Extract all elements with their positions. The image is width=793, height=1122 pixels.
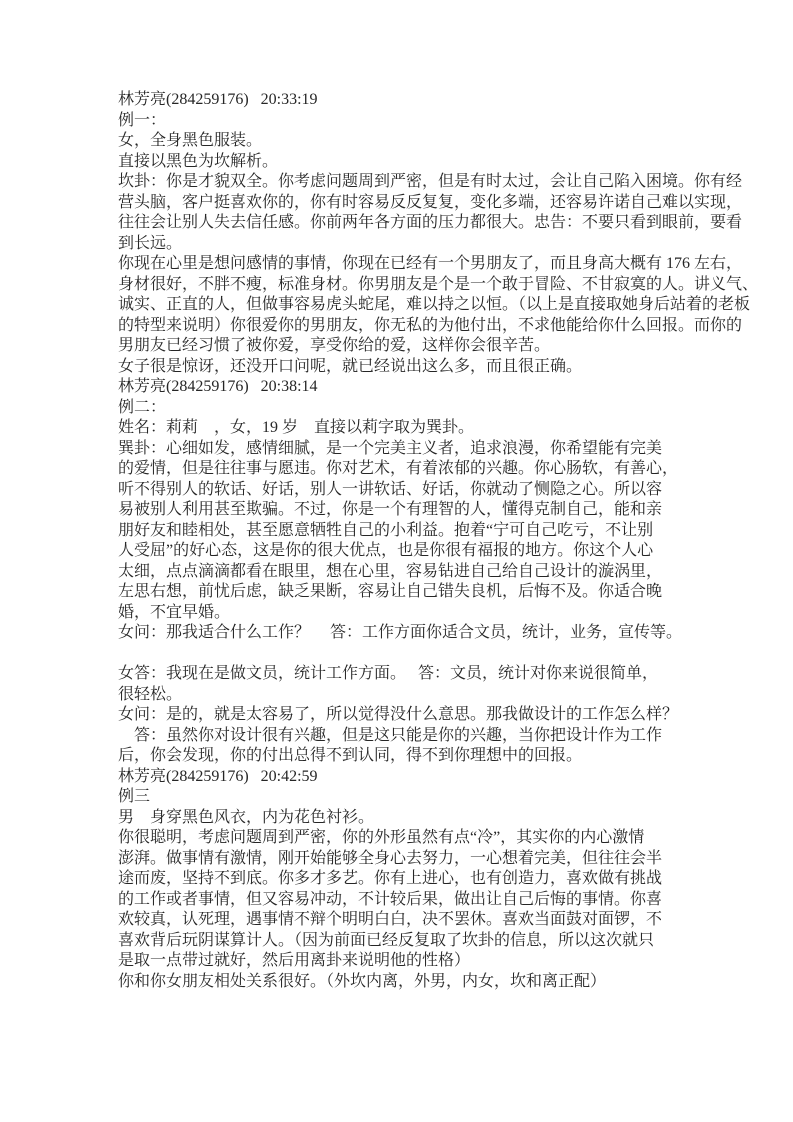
text-line: 女问：是的，就是太容易了，所以觉得没什么意思。那我做设计的工作怎么样？ (118, 706, 679, 723)
text-line: 后，你会发现，你的付出总得不到认同，得不到你理想中的回报。 (118, 747, 583, 764)
text-line: 林芳亮(284259176) 20:33:19 (118, 91, 318, 108)
text-line: 左思右想，前忧后虑，缺乏果断，容易让自己错失良机，后悔不及。你适合晚 (118, 583, 663, 600)
text-line: 欢较真，认死理，遇事情不辩个明明白白，决不罢休。喜欢当面鼓对面锣，不 (118, 911, 663, 928)
text-line: 的特型来说明）你很爱你的男朋友，你无私的为他付出，不求他能给你什么回报。而你的 (118, 316, 743, 334)
text-line: 你和你女朋友相处关系很好。（外坎内离，外男，内女，坎和离正配） (118, 972, 607, 990)
text-line (118, 644, 758, 665)
text-line: 太细，点点滴滴都看在眼里，想在心里，容易钻进自己给自己设计的漩涡里， (118, 562, 663, 580)
text-line: 易被别人利用甚至欺骗。不过，你是一个有理智的人，懂得克制自己，能和亲 (118, 501, 663, 518)
text-line: 林芳亮(284259176) 20:38:14 (118, 378, 318, 395)
text-line: 到长远。 (118, 234, 183, 252)
text-line: 身材很好，不胖不瘦，标准身材。你男朋友是个是一个敢于冒险、不甘寂寞的人。讲义气、 (118, 275, 759, 293)
text-line: 的爱情，但是往往事与愿违。你对艺术，有着浓郁的兴趣。你心肠软，有善心， (118, 460, 679, 477)
text-line: 往往会让别人失去信任感。你前两年各方面的压力都很大。忠告：不要只看到眼前，要看 (118, 214, 743, 231)
document-text-block (118, 90, 758, 992)
text-line: 喜欢背后玩阴谋算计人。（因为前面已经反复取了坎卦的信息，所以这次就只 (118, 931, 655, 949)
text-line: 男 身穿黑色风衣，内为花色衬衫。 (118, 808, 375, 826)
text-line: 女问：那我适合什么工作？ 答：工作方面你适合文员，统计，业务，宣传等。 (118, 624, 683, 641)
text-line: 例一： (118, 111, 167, 129)
text-line: 的工作或者事情，但又容易冲动，不计较后果，做出让自己后悔的事情。你喜 (118, 890, 663, 908)
text-line: 直接以黑色为坎解析。 (118, 152, 279, 170)
text-line: 听不得别人的软话、好话，别人一讲软话、好话，你就动了恻隐之心。所以容 (118, 480, 663, 498)
text-line: 女子很是惊讶，还没开口问呢，就已经说出这么多，而且很正确。 (118, 357, 583, 375)
text-line: 答：虽然你对设计很有兴趣，但是这只能是你的兴趣，当你把设计作为工作 (118, 726, 663, 744)
text-line: 你很聪明，考虑问题周到严密，你的外形虽然有点“冷”，其实你的内心激情 (118, 829, 645, 846)
text-line: 澎湃。做事情有激情，刚开始能够全身心去努力，一心想着完美，但往往会半 (118, 849, 663, 867)
text-line: 女答：我现在是做文员，统计工作方面。 答：文员，统计对你来说很简单， (118, 665, 659, 682)
text-line: 途而废，坚持不到底。你多才多艺。你有上进心，也有创造力，喜欢做有挑战 (118, 870, 663, 887)
text-line: 人受屈”的好心态，这是你的很大优点，也是你很有福报的地方。你这个人心 (118, 542, 654, 559)
text-line: 例三 (118, 788, 151, 805)
text-line: 很轻松。 (118, 685, 183, 703)
text-line: 巽卦：心细如发，感情细腻，是一个完美主义者，追求浪漫，你希望能有完美 (118, 439, 663, 457)
text-line: 婚，不宜早婚。 (118, 603, 231, 621)
text-line: 营头脑，客户挺喜欢你的，你有时容易反反复复，变化多端，还容易许诺自己难以实现， (118, 193, 743, 211)
text-line: 你现在心里是想问感情的事情，你现在已经有一个男朋友了，而且身高大概有 176 左右， (118, 255, 743, 272)
text-line: 是取一点带过就好，然后用离卦来说明他的性格） (118, 952, 471, 969)
text-line: 女，全身黑色服装。 (118, 132, 263, 149)
text-line: 例二： (118, 398, 167, 416)
text-line: 朋好友和睦相处，甚至愿意牺牲自己的小利益。抱着“宁可自己吃亏，不让别 (118, 521, 654, 539)
text-line: 坎卦：你是才貌双全。你考虑问题周到严密，但是有时太过，会让自己陷入困境。你有经 (118, 173, 743, 190)
text-line: 林芳亮(284259176) 20:42:59 (118, 767, 318, 785)
text-line: 姓名：莉莉 ，女，19 岁 直接以莉字取为巽卦。 (118, 419, 475, 436)
text-line: 诚实、正直的人，但做事容易虎头蛇尾，难以持之以恒。（以上是直接取她身后站着的老板 (118, 296, 751, 313)
text-line: 男朋友已经习惯了被你爱，享受你给的爱，这样你会很辛苦。 (118, 337, 551, 354)
